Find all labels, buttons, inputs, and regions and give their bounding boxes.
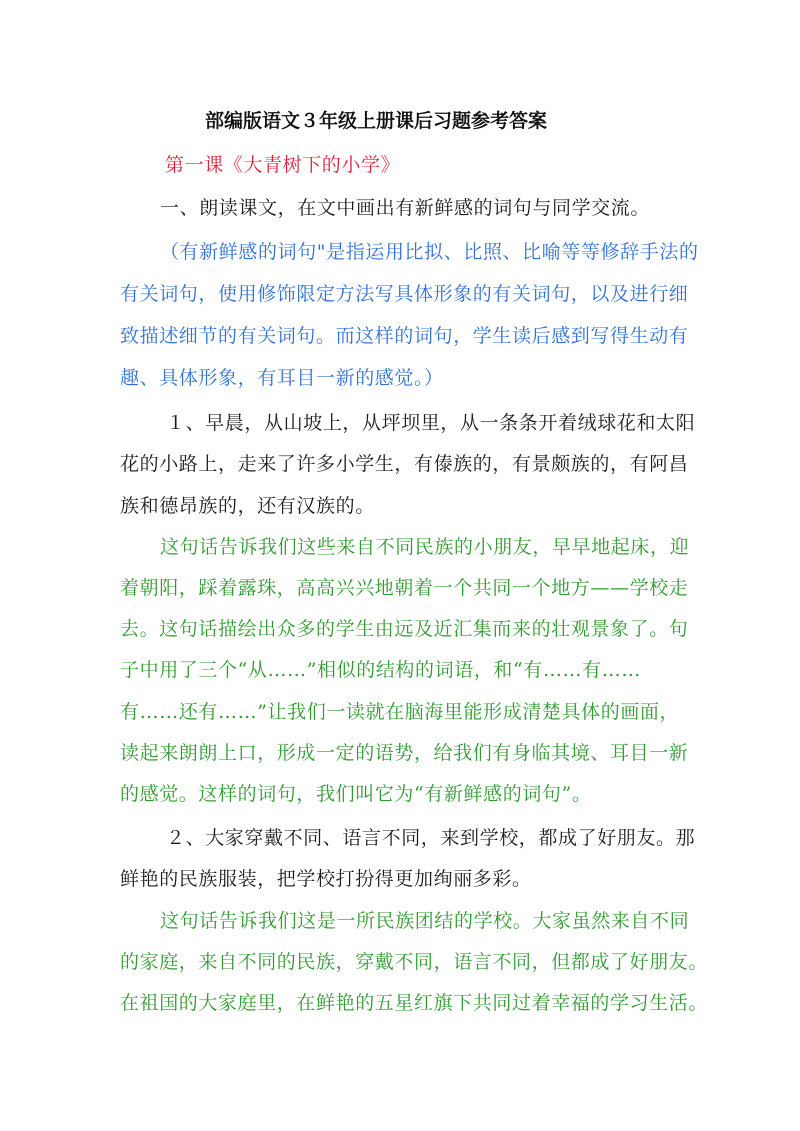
- answer-2-line: 这句话告诉我们这是一所民族团结的学校。大家虽然来自不同: [160, 910, 690, 932]
- answer-1-line: 去。这句话描绘出众多的学生由远及近汇集而来的壮观景象了。句: [120, 618, 689, 640]
- lesson-heading: 第一课《大青树下的小学》: [165, 154, 401, 176]
- item-2-line: ２、大家穿戴不同、语言不同，来到学校，都成了好朋友。那: [166, 827, 696, 849]
- item-2-line: 鲜艳的民族服装，把学校打扮得更加绚丽多彩。: [120, 868, 532, 890]
- note-line: 趣、具体形象，有耳目一新的感觉。）: [120, 367, 444, 389]
- note-line: 有关词句，使用修饰限定方法写具体形象的有关词句，以及进行细: [120, 283, 689, 305]
- answer-2-line: 的家庭，来自不同的民族，穿戴不同，语言不同，但都成了好朋友。: [120, 951, 709, 973]
- note-line: 致描述细节的有关词句。而这样的词句，学生读后感到写得生动有: [120, 325, 689, 347]
- answer-2-line: 在祖国的大家庭里，在鲜艳的五星红旗下共同过着幸福的学习生活。: [120, 992, 709, 1014]
- answer-1-line: 有……还有……”让我们一读就在脑海里能形成清楚具体的画面，: [120, 701, 680, 723]
- question-1: 一、朗读课文，在文中画出有新鲜感的词句与同学交流。: [160, 197, 651, 219]
- answer-1-line: 读起来朗朗上口，形成一定的语势，给我们有身临其境、耳目一新: [120, 742, 689, 764]
- answer-1-line: 的感觉。这样的词句，我们叫它为“有新鲜感的词句”。: [120, 783, 592, 805]
- document-title: 部编版语文３年级上册课后习题参考答案: [204, 110, 547, 132]
- answer-1-line: 子中用了三个“从……”相似的结构的词语，和“有……有……: [120, 659, 641, 681]
- item-1-line: 族和德昂族的，还有汉族的。: [120, 495, 375, 517]
- note-line: （有新鲜感的词句"是指运用比拟、比照、比喻等等修辞手法的: [160, 241, 699, 263]
- answer-1-line: 着朝阳，踩着露珠，高高兴兴地朝着一个共同一个地方——学校走: [120, 577, 689, 599]
- item-1-line: 花的小路上，走来了许多小学生，有傣族的，有景颇族的，有阿昌: [120, 453, 689, 475]
- item-1-line: １、早晨，从山坡上，从坪坝里，从一条条开着绒球花和太阳: [166, 412, 696, 434]
- answer-1-line: 这句话告诉我们这些来自不同民族的小朋友，早早地起床，迎: [160, 536, 690, 558]
